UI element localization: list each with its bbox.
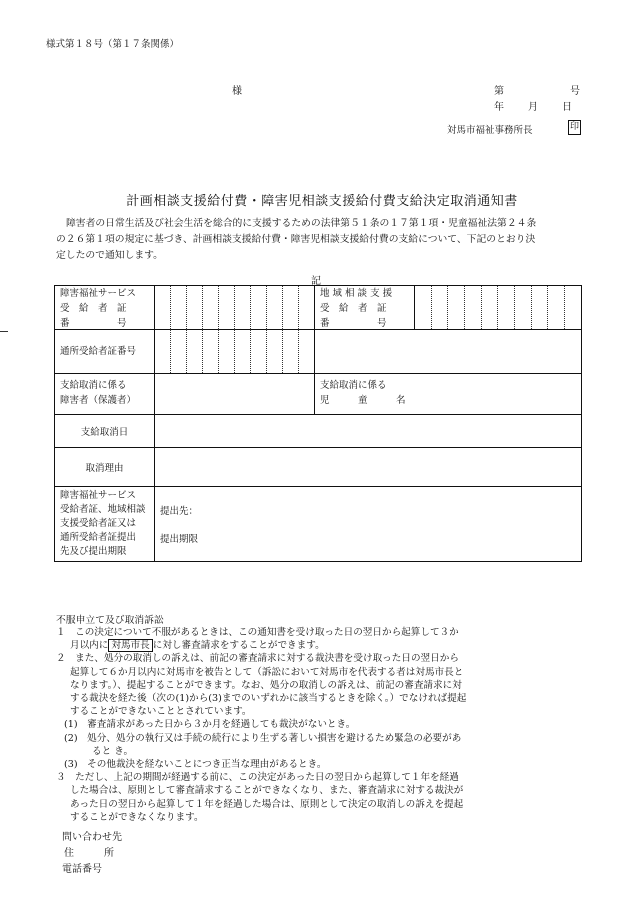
intro-line: 定したので通知します。	[56, 250, 163, 261]
digit-box	[266, 329, 267, 373]
item3-line: した場合は、原則として審査請求することができなくなり、また、審査請求に対する裁決が	[70, 785, 464, 797]
item2-line: ２ また、処分の取消しの訴えは、前記の審査請求に対する裁決書を受け取った日の翌日から	[56, 653, 459, 665]
middle-divider	[314, 286, 315, 329]
contact-block	[62, 830, 122, 878]
digit-box	[250, 286, 251, 329]
digit-box	[447, 286, 448, 329]
number-suffix: 号	[570, 86, 580, 97]
ki-heading: 記	[311, 276, 321, 287]
date-row	[494, 98, 572, 113]
service-number-label	[60, 286, 152, 331]
label-line: 支給取消に係る	[60, 380, 127, 391]
digit-box	[170, 329, 171, 373]
digit-box	[564, 286, 565, 329]
seal-box: 印	[568, 120, 581, 135]
digit-box	[282, 286, 283, 329]
intro-line: の２６第１項の規定に基づき、計画相談支援給付費・障害児相談支援給付費の支給について、下記のとおり決	[56, 234, 536, 245]
submission-label	[60, 489, 154, 559]
submit-to-label: 提出先：	[160, 506, 199, 517]
date-year: 年	[494, 102, 504, 113]
item3-line: することができなくなります。	[70, 811, 204, 823]
digit-box	[186, 286, 187, 329]
sub-item-3: (3) その他裁決を経ないことにつき正当な理由があるとき。	[64, 759, 327, 771]
digit-box	[250, 329, 251, 373]
item3-line: あった日の翌日から起算して１年を経過した場合は、原則として決定の取消しの訴えを提起	[70, 798, 464, 810]
digit-box	[266, 286, 267, 329]
edge-mark	[0, 331, 8, 332]
number-prefix: 第	[494, 86, 504, 97]
date-month: 月	[528, 102, 538, 113]
digit-box	[497, 286, 498, 329]
digit-box	[298, 329, 299, 373]
contact-address: 住 所	[64, 848, 114, 859]
child-label	[320, 378, 412, 408]
cancellation-table	[54, 285, 582, 562]
appeal-notes	[56, 626, 588, 824]
cancel-reason-label: 取消理由	[85, 463, 124, 474]
label-line: 番 号	[320, 318, 387, 329]
form-number: 様式第１８号（第１７条関係）	[46, 39, 180, 50]
item1-line2	[56, 639, 588, 652]
label-line: 支援受給者証又は	[60, 518, 137, 529]
digit-box	[514, 286, 515, 329]
intro-paragraph	[56, 216, 586, 264]
sub-item-1: (1) 審査請求があった日から３か月を経過しても裁決がないとき。	[64, 719, 356, 731]
label-line: 受 給 者 証	[320, 303, 387, 314]
digit-box	[464, 286, 465, 329]
label-line: 障害福祉サービス	[60, 490, 137, 501]
digit-box	[202, 286, 203, 329]
item1-text: に対し審査請求をすることができます。	[152, 640, 325, 652]
addressee-suffix: 様	[232, 86, 242, 97]
date-day: 日	[562, 102, 572, 113]
label-line: 障害者（保護者）	[60, 395, 137, 406]
sub-item-2: ると き。	[92, 745, 134, 757]
label-line: 先及び提出期限	[60, 546, 127, 557]
digit-box	[234, 286, 235, 329]
digit-box	[298, 286, 299, 329]
digit-box	[202, 329, 203, 373]
regional-number-label	[320, 286, 412, 331]
label-line: 支給取消に係る	[320, 380, 387, 391]
label-line: 障害福祉サービス	[60, 288, 137, 299]
digit-box	[531, 286, 532, 329]
item2-line: なります。）、提起することができます。なお、処分の取消しの訴えは、前記の審査請求に対	[70, 679, 462, 691]
document-title: 計画相談支援給付費・障害児相談支援給付費支給決定取消通知書	[126, 194, 518, 209]
row-divider	[55, 486, 581, 487]
submit-deadline-label: 提出期限	[160, 534, 199, 545]
digit-box	[186, 329, 187, 373]
sub-item-2: (2) 処分、処分の執行又は手続の続行により生ずる著しい損害を避けるため緊急の必要があ	[64, 732, 462, 744]
item3-line: ３ ただし、上記の期間が経過する前に、この決定があった日の翌日から起算して１年を経過	[56, 772, 459, 784]
label-line: 児 童 名	[320, 395, 406, 406]
digit-box	[481, 286, 482, 329]
label-line: 通所受給者証提出	[60, 532, 137, 543]
digit-box	[218, 286, 219, 329]
item2-line: 起算して６か月以内に対馬市を被告として（訴訟において対馬市を代表する者は対馬市長と	[70, 666, 464, 678]
boxed-authority: 対馬市長	[108, 639, 152, 652]
appeal-title: 不服申立て及び取消訴訟	[56, 615, 164, 626]
digit-box	[431, 286, 432, 329]
right-label-divider	[414, 286, 415, 329]
label-line: 受 給 者 証	[60, 303, 127, 314]
disabled-person-label	[60, 378, 152, 408]
daycare-number-label: 通所受給者証番号	[60, 346, 137, 357]
cancel-date-label: 支給取消日	[80, 427, 129, 438]
intro-line: 障害者の日常生活及び社会生活を総合的に支援するための法律第５１条の１７第１項・児童福祉法第２４条	[66, 218, 537, 229]
label-line: 受給者証、地域相談	[60, 504, 146, 515]
row-divider	[55, 373, 581, 374]
row-divider	[55, 447, 581, 448]
item1-line1: １ この決定について不服があるときは、この通知書を受け取った日の翌日から起算して３か	[56, 627, 459, 638]
label-line: 地 域 相 談 支 援	[320, 288, 393, 299]
digit-box	[282, 329, 283, 373]
middle-divider	[314, 373, 315, 414]
contact-phone: 電話番号	[62, 864, 102, 875]
row-divider	[55, 414, 581, 415]
issuer-name: 対馬市福祉事務所長	[447, 125, 533, 136]
digit-box	[170, 286, 171, 329]
digit-box	[547, 286, 548, 329]
item2-line: することができないこととされています。	[70, 706, 252, 718]
item2-line: する裁決を経た後（次の(1)から(3)までのいずれかに該当するときを除く。）でなければ提起	[70, 693, 467, 705]
label-column-divider	[154, 286, 155, 561]
contact-title: 問い合わせ先	[62, 832, 122, 843]
digit-box	[218, 329, 219, 373]
digit-box	[234, 329, 235, 373]
middle-divider	[314, 329, 315, 373]
label-line: 番 号	[60, 318, 127, 329]
item1-text: 月以内に	[70, 640, 109, 652]
